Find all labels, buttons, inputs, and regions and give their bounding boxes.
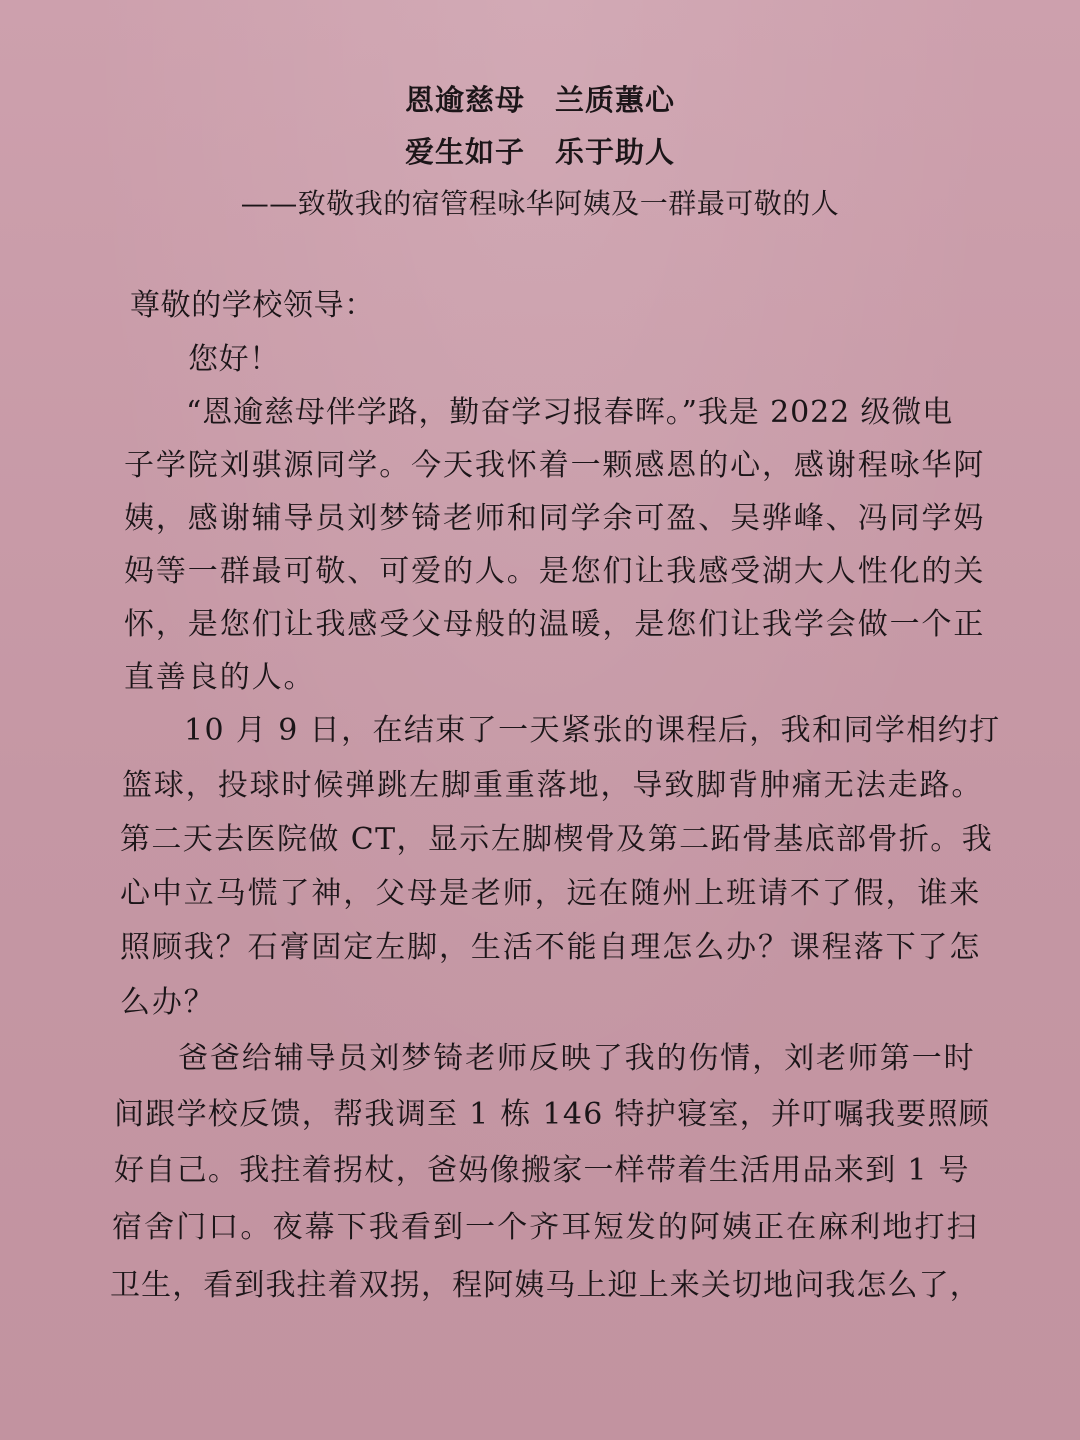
paragraph-line: 妈等一群最可敬、可爱的人。是您们让我感受湖大人性化的关 xyxy=(124,554,986,589)
paragraph-line: 爸爸给辅导员刘梦锜老师反映了我的伤情，刘老师第一时 xyxy=(178,1041,976,1076)
paragraph-line: 间跟学校反馈，帮我调至 1 栋 146 特护寝室，并叮嘱我要照顾 xyxy=(114,1097,991,1132)
salutation: 尊敬的学校领导： xyxy=(130,288,375,323)
subtitle: ——致敬我的宿管程咏华阿姨及一群最可敬的人 xyxy=(240,187,840,220)
title-line-1: 恩逾慈母 兰质蕙心 xyxy=(404,83,675,117)
paragraph-line: 宿舍门口。夜幕下我看到一个齐耳短发的阿姨正在麻利地打扫 xyxy=(112,1210,979,1245)
paragraph-line: 怀，是您们让我感受父母般的温暖，是您们让我学会做一个正 xyxy=(124,607,986,642)
title-line-2: 爱生如子 乐于助人 xyxy=(404,135,675,169)
paragraph-line: 直善良的人。 xyxy=(124,660,316,695)
paragraph-line: 篮球，投球时候弹跳左脚重重落地，导致脚背肿痛无法走路。 xyxy=(122,768,984,803)
paragraph-line: 心中立马慌了神，父母是老师，远在随州上班请不了假，谁来 xyxy=(120,876,982,911)
paragraph-line: 么办？ xyxy=(120,985,216,1020)
paragraph-line: 子学院刘骐源同学。今天我怀着一颗感恩的心，感谢程咏华阿 xyxy=(124,448,986,483)
paragraph-line: 照顾我？石膏固定左脚，生活不能自理怎么办？课程落下了怎 xyxy=(120,930,982,965)
greeting: 您好！ xyxy=(188,342,280,377)
paragraph-line: “恩逾慈母伴学路，勤奋学习报春晖。”我是 2022 级微电 xyxy=(186,395,954,430)
paragraph-line: 好自己。我拄着拐杖，爸妈像搬家一样带着生活用品来到 1 号 xyxy=(114,1153,970,1188)
paragraph-line: 第二天去医院做 CT，显示左脚楔骨及第二跖骨基底部骨折。我 xyxy=(120,822,994,857)
paragraph-line: 10 月 9 日，在结束了一天紧张的课程后，我和同学相约打 xyxy=(184,713,1001,748)
paragraph-line: 卫生，看到我拄着双拐，程阿姨马上迎上来关切地问我怎么了， xyxy=(110,1268,981,1303)
paragraph-line: 姨，感谢辅导员刘梦锜老师和同学余可盈、吴骅峰、冯同学妈 xyxy=(124,501,986,536)
